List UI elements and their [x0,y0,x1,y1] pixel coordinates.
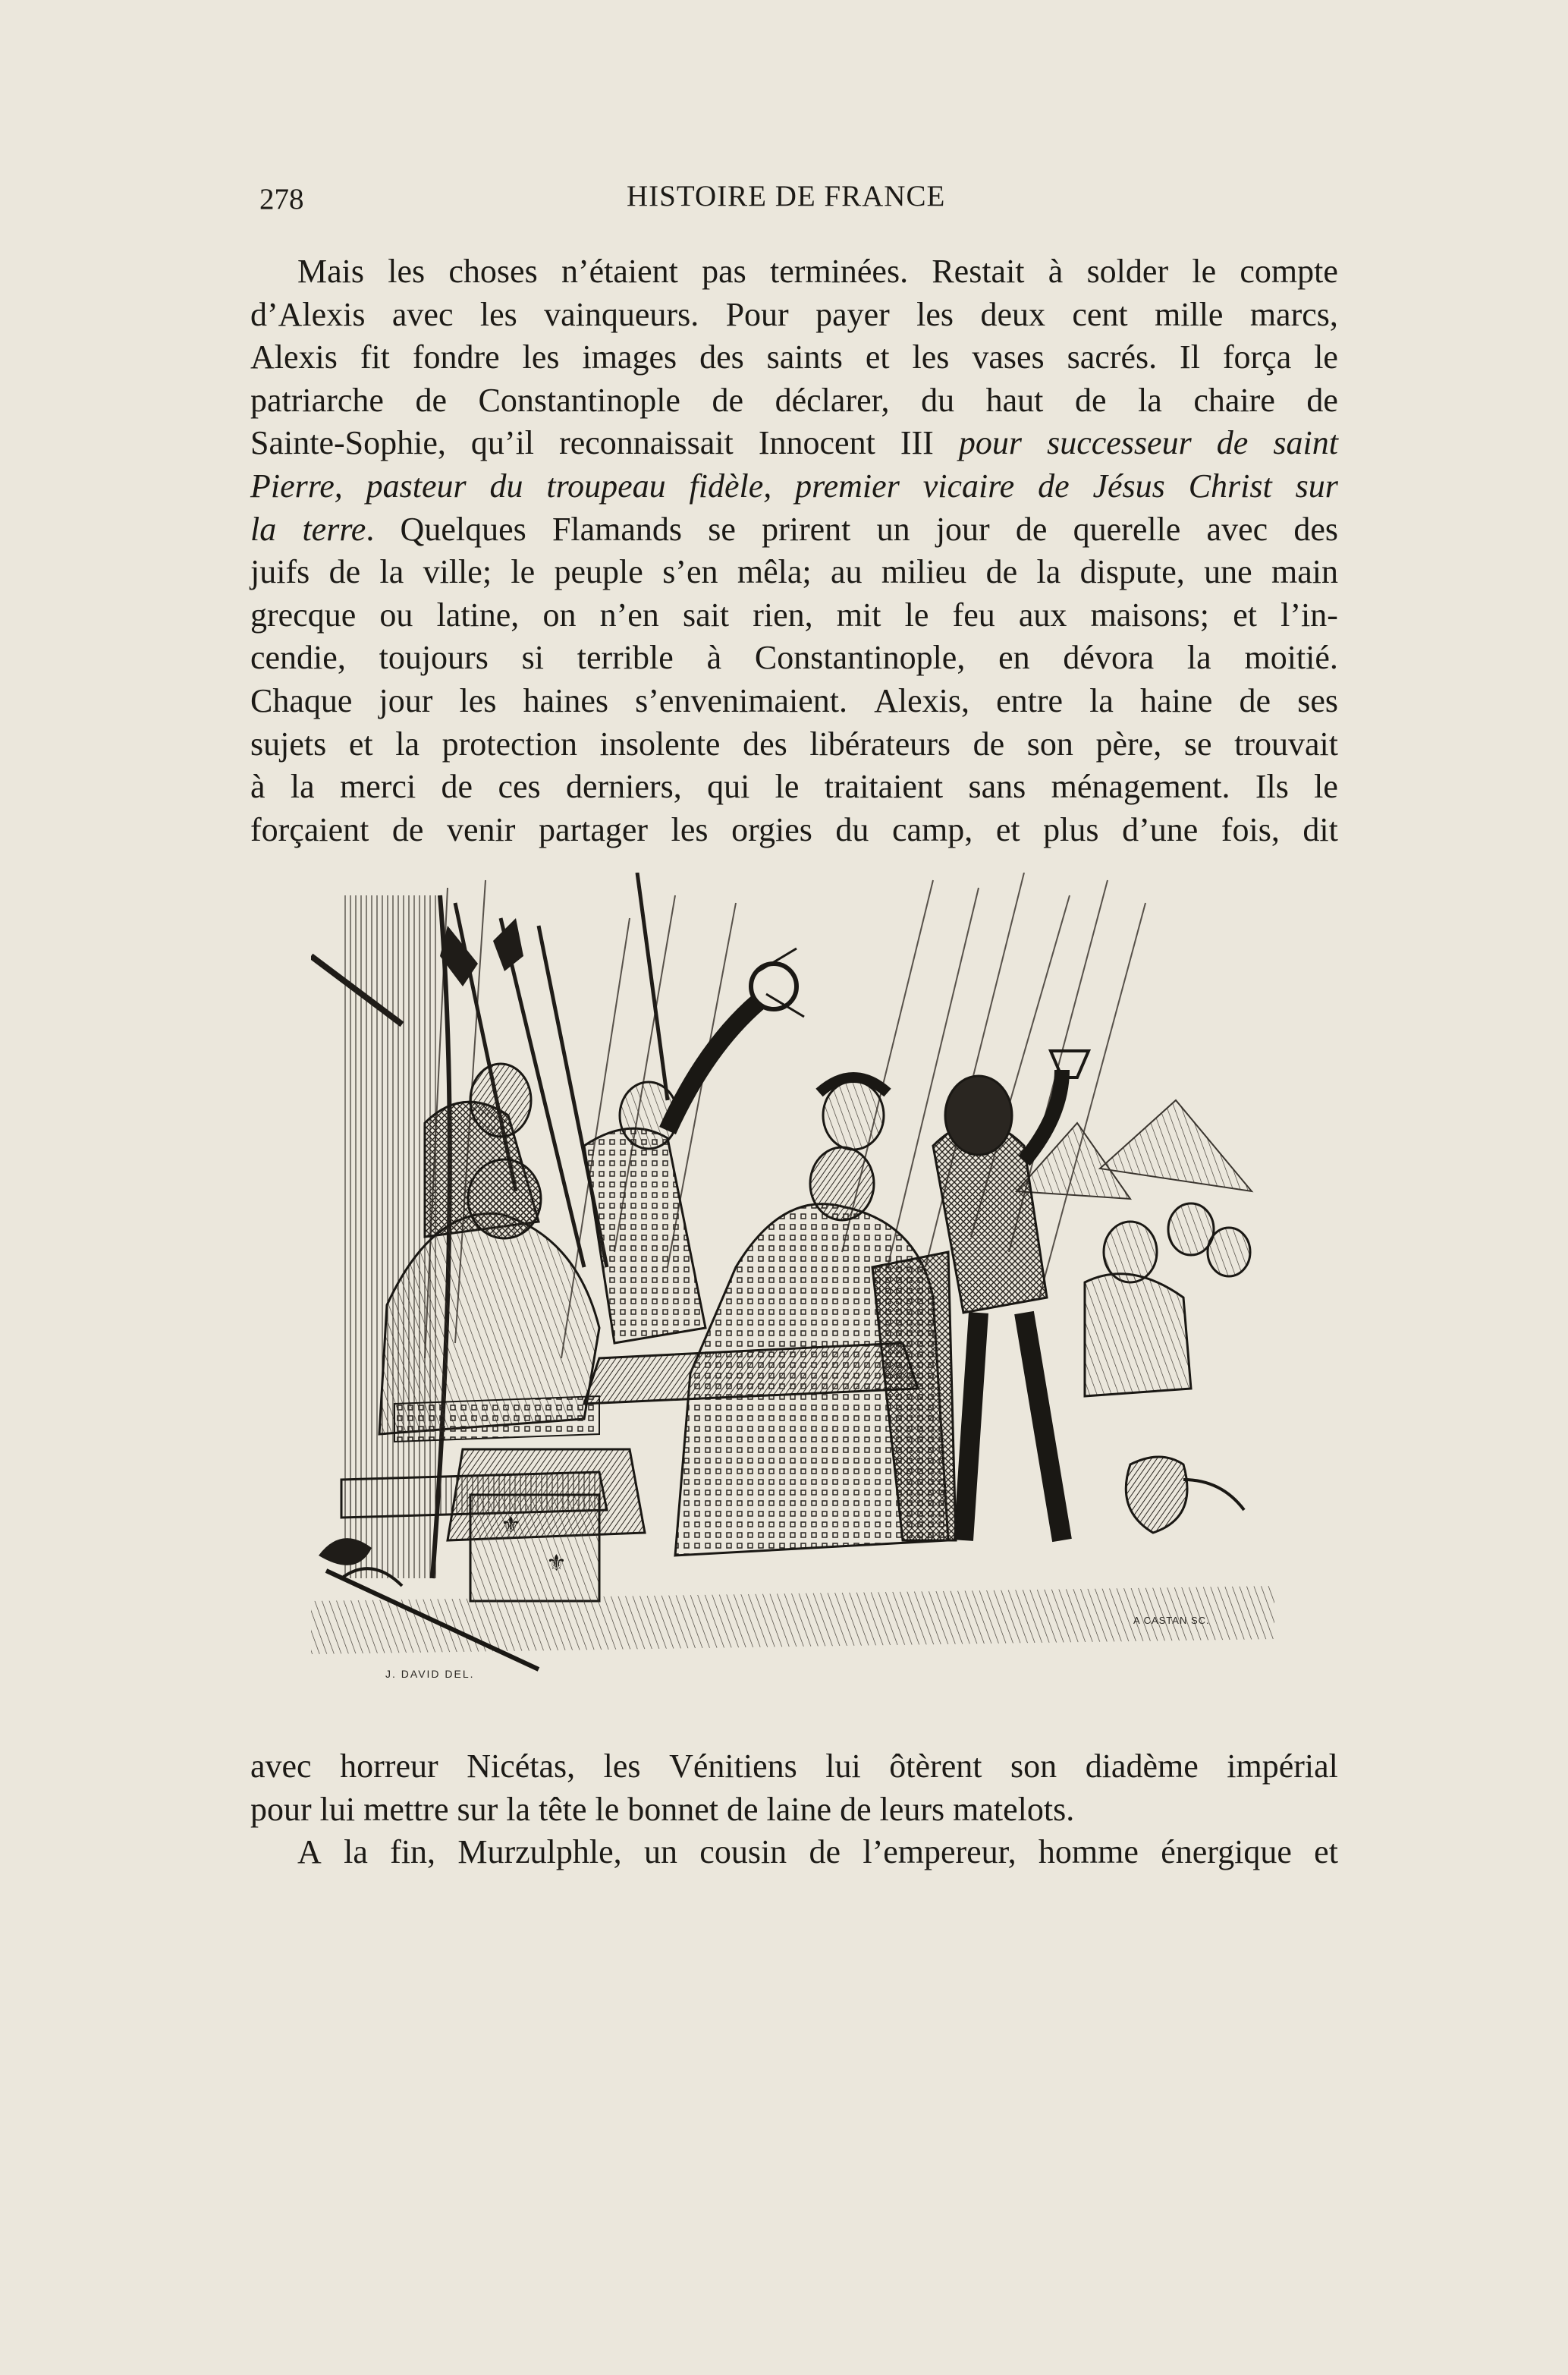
word: on [542,596,577,634]
word: rien, [753,596,813,634]
word: Vénitiens [669,1747,797,1785]
word: vases [972,338,1045,376]
text-line [250,551,1338,594]
word: diadème [1085,1747,1199,1785]
word: de [1038,467,1070,505]
word: la [250,510,277,548]
word: de [1216,424,1249,462]
word: la [1186,639,1211,677]
word: mêla; [737,553,812,591]
running-title: HISTOIRE DE FRANCE [627,180,946,212]
word: n’étaient [561,253,678,290]
word: Nicétas, [467,1747,576,1785]
word: cent [1072,295,1128,333]
word: dispute, [1079,553,1185,591]
word: les [916,295,954,333]
word: camp, [891,810,973,848]
word: le [1314,338,1338,376]
engraver-signature-right: A CASTAN SC. [1133,1615,1210,1626]
word: pas [702,253,746,290]
word: énergique [1161,1833,1292,1871]
word: troupeau [546,467,666,505]
word: la [1036,553,1061,591]
word: et [1233,596,1257,634]
word: sait [682,596,730,634]
word: n’en [599,596,659,634]
word: main [1271,553,1338,591]
word: la [290,768,315,806]
word: homme [1038,1833,1139,1871]
text-line [250,508,1338,552]
word: Christ [1188,467,1272,505]
word: le [775,768,800,806]
word: forçaient [250,810,369,848]
word: sujets [250,725,327,763]
word: les [479,295,517,333]
text-line [250,294,1338,337]
word: le [1192,253,1217,290]
word: terminées. [770,253,909,290]
word: Ils [1255,768,1289,806]
word: d’une [1122,810,1199,848]
word: força [1222,338,1292,376]
word: derniers, [565,768,682,806]
word: orgies [731,810,812,848]
word: Mais [297,253,364,290]
word: insolente [599,725,721,763]
word: déclarer, [775,381,890,419]
page-header [259,179,1337,225]
text-line [250,250,1338,294]
word: dévora [1063,639,1155,677]
text-line [250,1831,1338,1874]
word: terrible [577,639,674,677]
word: son [1026,725,1073,763]
word: et [995,810,1020,848]
word: en [998,639,1030,677]
word: d’Alexis [250,295,366,333]
word: du [489,467,523,505]
word: des [699,338,744,376]
word: les [388,253,426,290]
word: libérateurs [809,725,951,763]
word: vainqueurs. [544,295,699,333]
word: mit [836,596,881,634]
word: ou [379,596,413,634]
body-text-after-illustration [250,1745,1338,1874]
word: pour [958,424,1023,462]
word: avec [391,295,454,333]
word: Pierre, [250,467,343,505]
word: Flamands [551,510,683,548]
word: protection [441,725,577,763]
word: les [912,338,950,376]
word: marcs, [1249,295,1338,333]
word: Pour [725,295,789,333]
word: fondre [412,338,500,376]
text-line [250,1745,1338,1788]
text-line [250,465,1338,508]
word: la [395,725,419,763]
word: père, [1095,725,1162,763]
word: la [379,553,404,591]
word: terre. [302,510,375,548]
word: Restait [932,253,1025,290]
word: à [1048,253,1064,290]
word: traitaient [824,768,944,806]
word: payer [815,295,890,333]
word: patriarche [250,381,384,419]
word: dit [1302,810,1338,848]
text-line [250,680,1338,723]
text-line [250,723,1338,766]
word: qu’il [470,424,535,462]
word: le [1314,768,1338,806]
word: la [1138,381,1162,419]
word: latine, [436,596,520,634]
word: horreur [340,1747,438,1785]
engraving-illustration [311,873,1274,1700]
word: son [1010,1747,1057,1785]
word: merci [340,768,416,806]
word: milieu [881,553,967,591]
page-number: 278 [259,183,304,215]
word: reconnaissait [559,424,734,462]
word: se [708,510,736,548]
word: la [344,1833,368,1871]
word: si [521,639,544,677]
word: feu [952,596,995,634]
word: entre [996,681,1064,719]
word: les [603,1747,641,1785]
word: de [809,1833,841,1871]
word: Constantinople [478,381,680,419]
word: A [297,1833,322,1871]
word: haine [1140,681,1213,719]
word: lui [825,1747,861,1785]
word: Il [1180,338,1200,376]
word: images [582,338,677,376]
text-line [250,809,1338,852]
word: les [459,681,497,719]
engraver-signature-left: J. DAVID DEL. [385,1668,475,1680]
word: sacrés. [1067,338,1158,376]
word: jour [935,510,990,548]
word: plus [1043,810,1099,848]
word: moitié. [1244,639,1338,677]
word: fin, [390,1833,436,1871]
word: sur [1295,467,1338,505]
word: impérial [1227,1747,1338,1785]
word: de [1074,381,1107,419]
word: de [985,553,1018,591]
word: III [900,424,934,462]
word: Quelques [400,510,526,548]
word: chaire [1193,381,1275,419]
word: fit [360,338,390,376]
word: avec [1206,510,1268,548]
word: de [973,725,1005,763]
word: Jésus [1092,467,1165,505]
word: la [1089,681,1114,719]
word: du [835,810,869,848]
word: venir [447,810,516,848]
word: l’in- [1280,596,1338,634]
word: fidèle, [689,467,772,505]
word: toujours [379,639,489,677]
word: solder [1086,253,1169,290]
word: se [1183,725,1212,763]
word: deux [980,295,1045,333]
word: pasteur [366,467,467,505]
word: ville; [423,553,492,591]
word: ménagement. [1051,768,1230,806]
word: une [1204,553,1252,591]
word: Sainte-Sophie, [250,424,446,462]
word: au [830,553,863,591]
body-text-before-illustration [250,250,1338,851]
word: et [348,725,373,763]
word: de [415,381,447,419]
word: un [643,1833,677,1871]
word: les [671,810,709,848]
word: un [876,510,910,548]
word: ôtèrent [889,1747,982,1785]
word: l’empereur, [863,1833,1017,1871]
word: Chaque [250,681,353,719]
word: de [1015,510,1048,548]
word: qui [707,768,750,806]
word: de [712,381,744,419]
word: jour [379,681,433,719]
text-line [250,637,1338,680]
word: des [743,725,787,763]
word: saint [1273,424,1338,462]
svg-text:⚜: ⚜ [546,1550,567,1577]
word: et [1314,1833,1338,1871]
word: haut [985,381,1044,419]
word: prirent [762,510,851,548]
word: juifs [250,553,310,591]
word: successeur [1047,424,1192,462]
text-line [250,336,1338,379]
word: de [391,810,424,848]
word: querelle [1073,510,1181,548]
word: saints [766,338,843,376]
word: aux [1018,596,1067,634]
word: Innocent [758,424,875,462]
word: cendie, [250,639,346,677]
word: Murzulphle, [457,1833,622,1871]
word: et [865,338,890,376]
word: grecque [250,596,357,634]
word: vicaire [922,467,1015,505]
word: mille [1155,295,1224,333]
word: sans [968,768,1026,806]
word: de [441,768,473,806]
word: de [1239,681,1271,719]
svg-text:⚜: ⚜ [501,1512,521,1539]
word: le [904,596,929,634]
word: choses [448,253,538,290]
text-line [250,766,1338,809]
word: avec [250,1747,312,1785]
word: trouvait [1234,725,1338,763]
word: de [328,553,361,591]
word: Constantinople, [754,639,966,677]
word: cousin [699,1833,787,1871]
word: à [706,639,722,677]
word: ces [498,768,541,806]
word: s’envenimaient. [635,681,847,719]
word: maisons; [1090,596,1210,634]
word: partager [538,810,649,848]
word: premier [795,467,900,505]
word: le [511,553,536,591]
text-line [250,594,1338,637]
word: Alexis, [874,681,969,719]
word: Alexis [250,338,338,376]
word: ses [1297,681,1338,719]
word: peuple [554,553,643,591]
word: à [250,768,266,806]
word: les [522,338,560,376]
word: s’en [662,553,718,591]
text-line: pour lui mettre sur la tête le bonnet de laine de leurs matelots. [250,1790,1075,1828]
word: de [1306,381,1338,419]
word: haines [523,681,609,719]
text-line [250,379,1338,423]
word: des [1293,510,1338,548]
word: du [921,381,955,419]
word: fois, [1221,810,1280,848]
word: compte [1240,253,1338,290]
text-line [250,422,1338,465]
